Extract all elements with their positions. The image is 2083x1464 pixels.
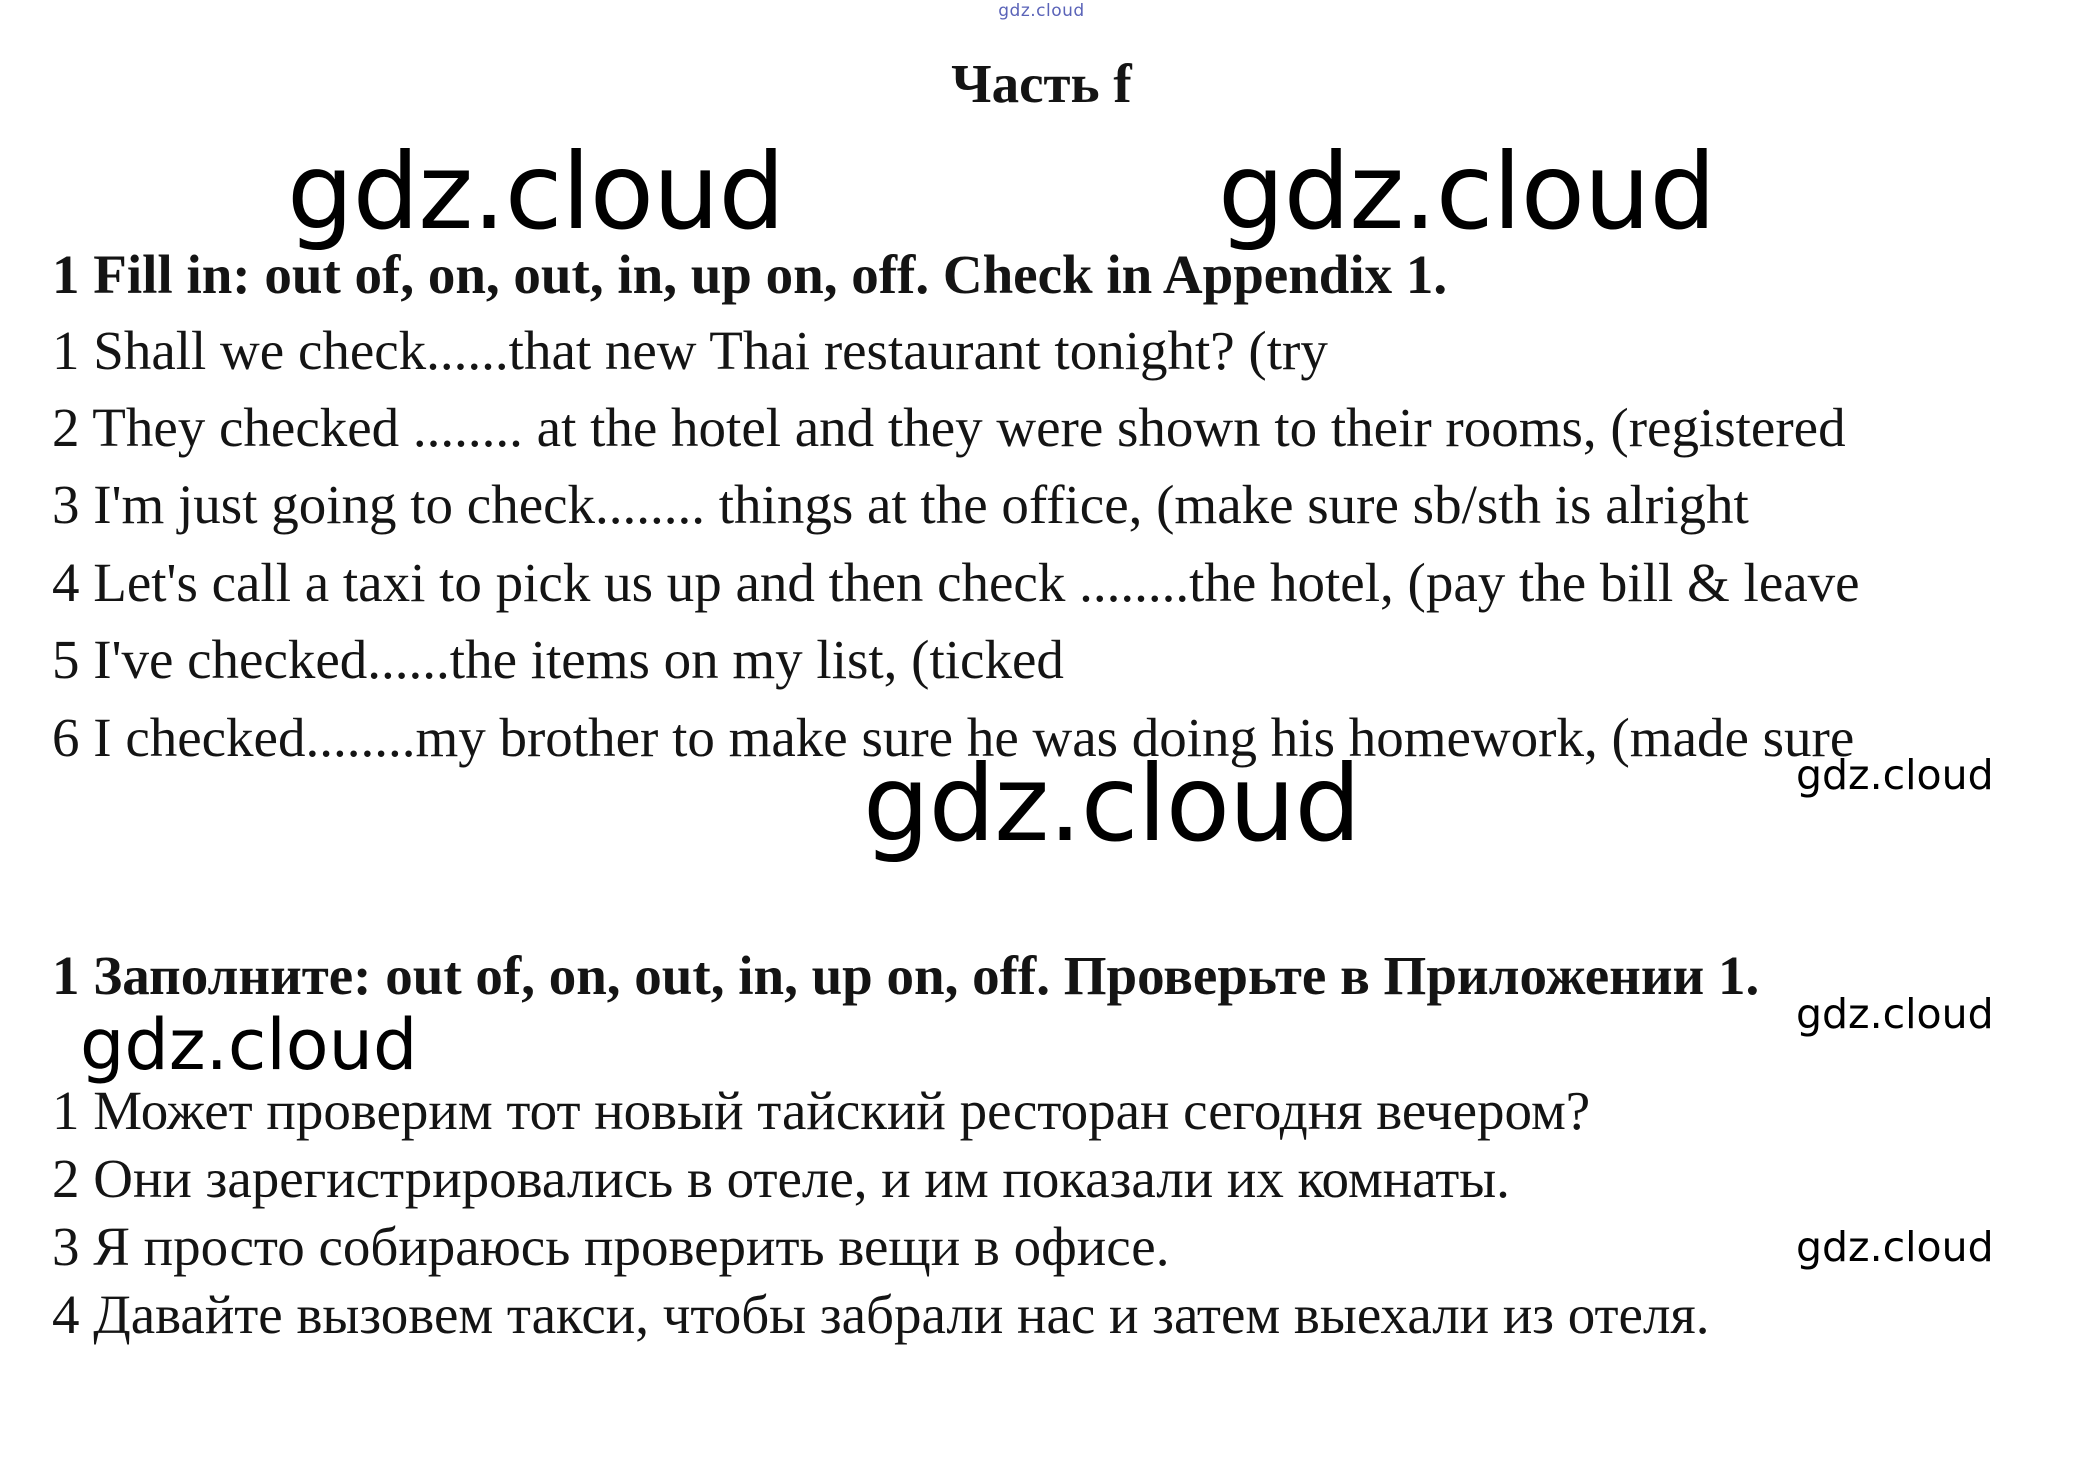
russian-exercise-heading: 1 Заполните: out of, on, out, in, up on, off. Проверьте в Приложении 1. — [52, 945, 1760, 1006]
watermark-small-2: gdz.cloud — [1796, 990, 1994, 1038]
english-line-5: 5 I've checked......the items on my list, (ticked — [52, 629, 1064, 690]
english-line-4: 4 Let's call a taxi to pick us up and then check ........the hotel, (pay the bill & leave — [52, 552, 1860, 613]
watermark-big-left: gdz.cloud — [287, 131, 785, 253]
russian-line-1: 1 Может проверим тот новый тайский ресторан сегодня вечером? — [52, 1080, 1591, 1141]
watermark-big-right: gdz.cloud — [1218, 131, 1716, 253]
watermark-small-1: gdz.cloud — [1796, 751, 1994, 799]
watermark-top: gdz.cloud — [998, 1, 1085, 21]
english-exercise-heading: 1 Fill in: out of, on, out, in, up on, off. Check in Appendix 1. — [52, 244, 1448, 305]
english-line-3: 3 I'm just going to check........ things at the office, (make sure sb/sth is alright — [52, 474, 1749, 535]
russian-line-4: 4 Давайте вызовем такси, чтобы забрали нас и затем выехали из отеля. — [52, 1284, 1710, 1345]
russian-line-3: 3 Я просто собираюсь проверить вещи в офисе. — [52, 1216, 1170, 1277]
russian-line-2: 2 Они зарегистрировались в отеле, и им показали их комнаты. — [52, 1148, 1510, 1209]
english-line-6: 6 I checked........my brother to make sure he was doing his homework, (made sure — [52, 707, 1855, 768]
english-line-1: 1 Shall we check......that new Thai restaurant tonight? (try — [52, 320, 1328, 381]
watermark-small-3: gdz.cloud — [1796, 1223, 1994, 1271]
english-line-2: 2 They checked ........ at the hotel and they were shown to their rooms, (registered — [52, 397, 1846, 458]
page-title: Часть f — [951, 53, 1132, 114]
watermark-big-center: gdz.cloud — [863, 743, 1361, 865]
watermark-mid-left: gdz.cloud — [80, 1004, 418, 1086]
